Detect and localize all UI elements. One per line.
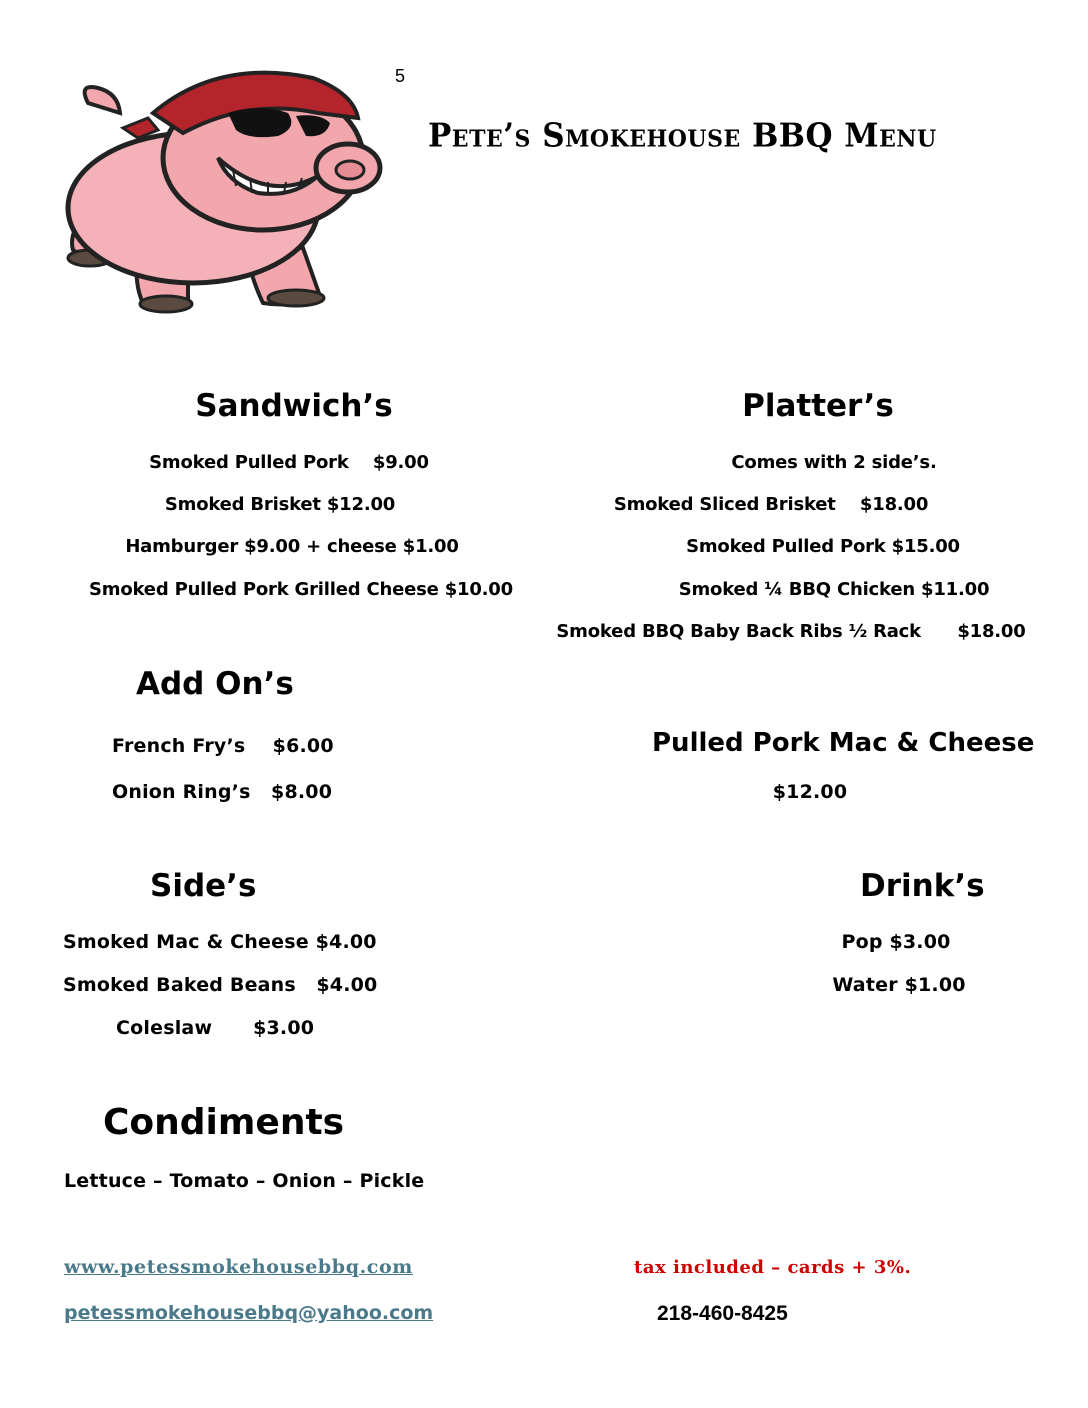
sandwich-item: Smoked Brisket $12.00 <box>164 494 396 515</box>
pig-mascot-icon <box>58 58 388 320</box>
add-on-item: French Fry’s $6.00 <box>112 735 334 757</box>
add-ons-heading: Add On’s <box>136 666 294 702</box>
tax-note: tax included – cards + 3%. <box>634 1257 912 1278</box>
side-item: Smoked Baked Beans $4.00 <box>63 974 378 996</box>
platters-heading: Platter’s <box>742 388 894 424</box>
phone-number: 218-460-8425 <box>657 1302 788 1325</box>
platter-item: Smoked Pulled Pork $15.00 <box>686 536 960 557</box>
platter-item: Smoked BBQ Baby Back Ribs ½ Rack $18.00 <box>556 621 1026 642</box>
website-link[interactable]: www.petessmokehousebbq.com <box>64 1256 413 1278</box>
sandwiches-heading: Sandwich’s <box>195 388 393 424</box>
page-title: Pete’s Smokehouse BBQ Menu <box>428 117 937 155</box>
sandwich-item: Smoked Pulled Pork Grilled Cheese $10.00 <box>89 579 513 600</box>
side-item: Smoked Mac & Cheese $4.00 <box>63 931 377 953</box>
drink-item: Pop $3.00 <box>841 931 951 953</box>
email-link[interactable]: petessmokehousebbq@yahoo.com <box>64 1302 434 1324</box>
drink-item: Water $1.00 <box>832 974 966 996</box>
sandwich-item: Hamburger $9.00 + cheese $1.00 <box>125 536 459 557</box>
condiments-heading: Condiments <box>103 1102 345 1143</box>
platters-note: Comes with 2 side’s. <box>731 452 937 473</box>
platter-item: Smoked Sliced Brisket $18.00 <box>613 494 929 515</box>
mac-heading: Pulled Pork Mac & Cheese <box>652 728 1035 758</box>
platter-item: Smoked ¼ BBQ Chicken $11.00 <box>678 579 990 600</box>
sandwich-item: Smoked Pulled Pork $9.00 <box>149 452 429 473</box>
drinks-heading: Drink’s <box>860 868 985 904</box>
side-item: Coleslaw $3.00 <box>116 1017 315 1039</box>
add-on-item: Onion Ring’s $8.00 <box>112 781 333 803</box>
page-number: 5 <box>395 66 406 86</box>
condiments-text: Lettuce – Tomato – Onion – Pickle <box>64 1170 425 1192</box>
mac-price: $12.00 <box>772 781 848 803</box>
sides-heading: Side’s <box>150 868 257 904</box>
